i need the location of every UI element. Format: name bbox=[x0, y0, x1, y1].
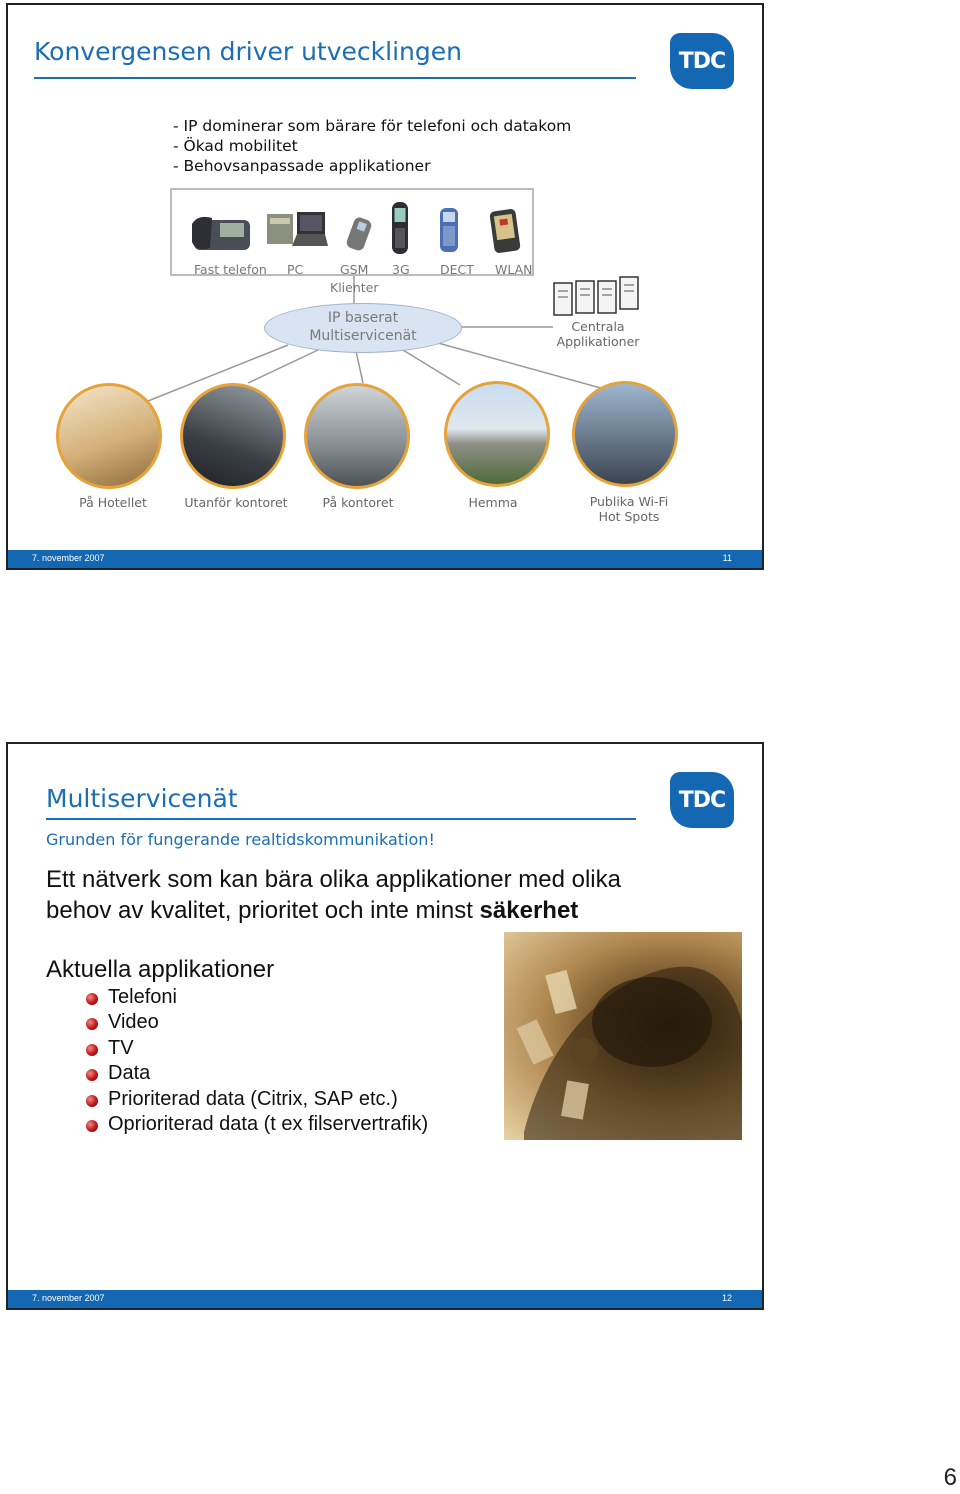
footer-slide-number: 12 bbox=[721, 1293, 732, 1303]
location-hotel: På Hotellet bbox=[79, 495, 147, 510]
client-3g: 3G bbox=[392, 262, 410, 277]
gsm-phone-icon bbox=[345, 216, 373, 252]
bullet-2: - Ökad mobilitet bbox=[173, 137, 298, 155]
body-line-2-text: behov av kvalitet, prioritet och inte minst bbox=[46, 897, 480, 924]
client-wlan: WLAN bbox=[495, 262, 533, 277]
app-item-data: Data bbox=[108, 1062, 151, 1084]
footer-date: 7. november 2007 bbox=[32, 1293, 105, 1303]
tdc-logo: TDC bbox=[670, 772, 734, 828]
bullet-3: - Behovsanpassade applikationer bbox=[173, 157, 431, 175]
device-icons bbox=[172, 190, 532, 256]
footer-date: 7. november 2007 bbox=[32, 553, 105, 563]
bullet-icon bbox=[86, 993, 98, 1005]
slide-footer bbox=[8, 550, 762, 568]
wlan-device-icon bbox=[489, 208, 521, 253]
client-dect: DECT bbox=[440, 262, 474, 277]
tdc-logo: TDC bbox=[670, 33, 734, 89]
location-home: Hemma bbox=[468, 495, 518, 510]
app-item-video: Video bbox=[108, 1011, 159, 1033]
clients-label: Klienter bbox=[330, 280, 379, 295]
clients-box bbox=[170, 188, 534, 276]
apps-heading: Aktuella applikationer bbox=[46, 956, 275, 983]
outside-office-photo bbox=[180, 383, 286, 489]
slide-footer bbox=[8, 1290, 762, 1308]
home-photo bbox=[444, 381, 550, 487]
slide-12 bbox=[6, 742, 764, 1310]
footer-slide-number: 11 bbox=[722, 553, 732, 563]
client-pc: PC bbox=[287, 262, 304, 277]
network-line-1: IP baserat bbox=[327, 310, 399, 326]
bullet-icon bbox=[86, 1018, 98, 1030]
title-rule bbox=[46, 818, 636, 820]
desk-phone-icon bbox=[192, 217, 250, 250]
client-fast-telefon: Fast telefon bbox=[194, 262, 267, 277]
slide-title: Multiservicenät bbox=[46, 784, 238, 813]
page-number: 6 bbox=[943, 1464, 957, 1491]
bullet-icon bbox=[86, 1120, 98, 1132]
server-icons bbox=[550, 275, 646, 319]
app-item-tv: TV bbox=[108, 1037, 134, 1059]
bullet-icon bbox=[86, 1095, 98, 1107]
public-wifi-line-2: Hot Spots bbox=[598, 509, 660, 524]
public-wifi-line-1: Publika Wi-Fi bbox=[589, 494, 669, 509]
3g-phone-icon bbox=[392, 202, 408, 254]
slide-11 bbox=[6, 3, 764, 570]
location-public-wifi bbox=[574, 494, 684, 524]
network-line-2: Multiservicenät bbox=[309, 328, 417, 344]
slide-title: Konvergensen driver utvecklingen bbox=[34, 37, 462, 66]
dect-phone-icon bbox=[440, 208, 458, 252]
body-line-2-bold: säkerhet bbox=[479, 897, 579, 924]
body-line-2 bbox=[46, 897, 578, 925]
central-apps-line-1: Centrala bbox=[571, 319, 625, 334]
bullet-icon bbox=[86, 1069, 98, 1081]
bullet-icon bbox=[86, 1044, 98, 1056]
office-photo bbox=[304, 383, 410, 489]
hotel-photo bbox=[56, 383, 162, 489]
laptop-icon bbox=[267, 212, 328, 246]
public-wifi-photo bbox=[572, 381, 678, 487]
slide-subtitle: Grunden för fungerande realtidskommunikation! bbox=[46, 830, 435, 849]
central-apps-label bbox=[548, 319, 648, 349]
network-cable-photo bbox=[504, 932, 742, 1140]
app-item-telefoni: Telefoni bbox=[108, 986, 177, 1008]
location-outside-office: Utanför kontoret bbox=[184, 495, 288, 510]
app-item-prioriterad: Prioriterad data (Citrix, SAP etc.) bbox=[108, 1088, 398, 1110]
bullet-1: - IP dominerar som bärare för telefoni och datakom bbox=[173, 117, 572, 135]
body-line-1: Ett nätverk som kan bära olika applikationer med olika bbox=[46, 866, 621, 893]
central-apps-line-2: Applikationer bbox=[556, 334, 640, 349]
multiservice-network-oval bbox=[264, 303, 462, 353]
client-gsm: GSM bbox=[340, 262, 369, 277]
location-office: På kontoret bbox=[322, 495, 394, 510]
app-item-oprioriterad: Oprioriterad data (t ex filservertrafik) bbox=[108, 1113, 429, 1135]
